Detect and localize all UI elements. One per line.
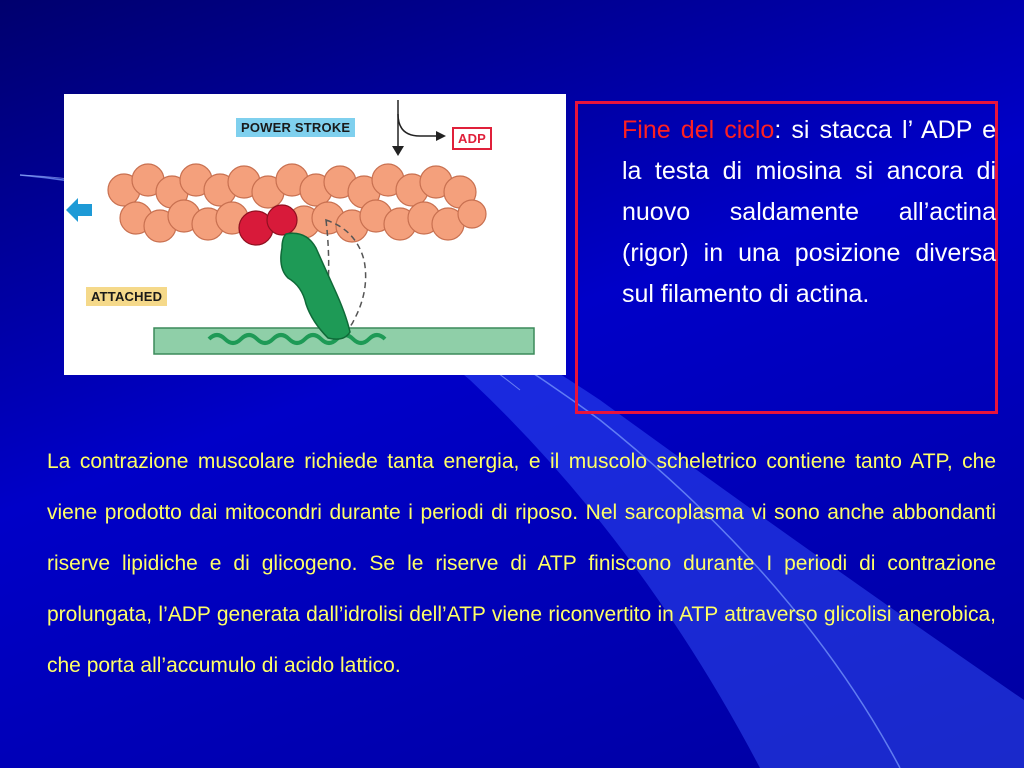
callout-highlight: Fine del ciclo bbox=[622, 116, 775, 144]
direction-arrow-icon bbox=[66, 198, 92, 222]
adp-label: ADP bbox=[452, 127, 492, 150]
attached-label: ATTACHED bbox=[86, 287, 167, 306]
adp-release-arrow bbox=[398, 114, 440, 136]
callout-text bbox=[622, 110, 996, 315]
cross-bridge-cycle-diagram bbox=[64, 94, 566, 375]
power-stroke-label: POWER STROKE bbox=[236, 118, 355, 137]
body-paragraph: La contrazione muscolare richiede tanta energia, e il muscolo scheletrico contiene tanto ATP, che viene prodotto dai mitocondri durante i periodi di riposo. Nel sarcoplasma vi sono anche abbondanti riserve lipidiche e di glicogeno. Se le riserve di ATP finiscono durante I periodi di contrazione prolungata, l’ADP generata dall’idrolisi dell’ATP viene riconvertito in ATP attraverso glicolisi anerobica, che porta all’accumulo di acido lattico. bbox=[47, 450, 996, 677]
myosin-head bbox=[281, 233, 350, 339]
callout-body: : si stacca l’ ADP e la testa di miosina si ancora di nuovo saldamente all’actina (rigor) in una posizione diversa sul filamento di actina. bbox=[622, 116, 997, 308]
actin-filament bbox=[108, 164, 486, 242]
